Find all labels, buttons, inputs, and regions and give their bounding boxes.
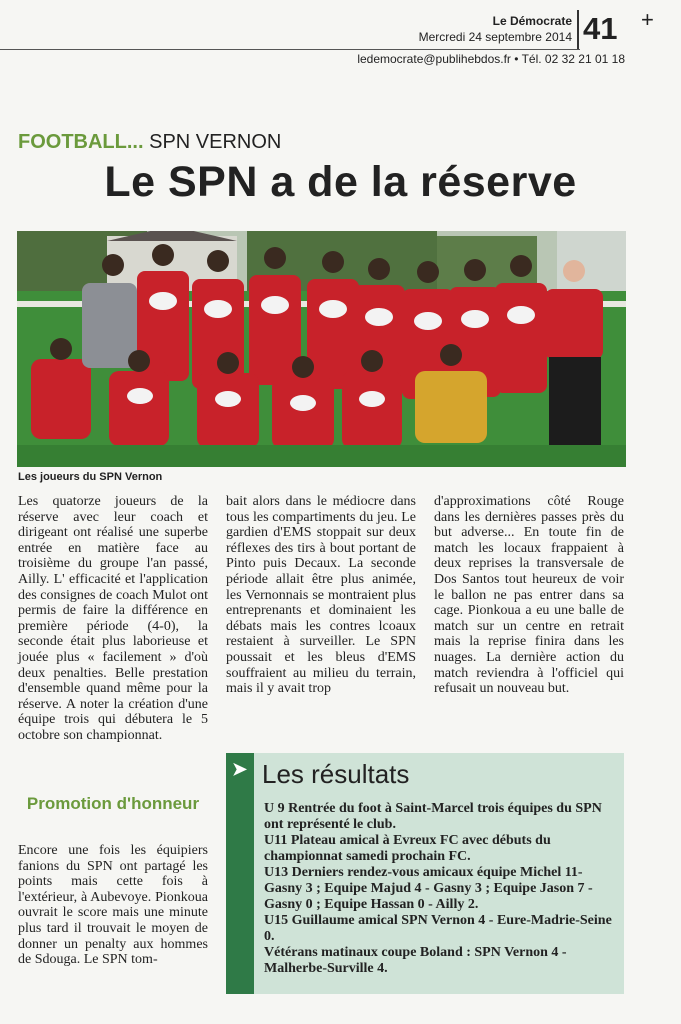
plus-mark: + (641, 7, 654, 32)
photo-caption: Les joueurs du SPN Vernon (18, 471, 163, 483)
arrow-right-icon: ➤ (232, 759, 248, 779)
article-column-1b: Encore une fois les équipiers fanions du SPN ont partagé les points mais cette fois à l'extérieur, à Aubevoye. Pionkoua ouvrait le score mais une minute plus tard il trouvait le moyen de donner un penalty aux hommes de Sdouga. Le SPN tom- (18, 843, 208, 968)
result-item: U 9 Rentrée du foot à Saint-Marcel trois équipes du SPN ont représenté le club. (264, 801, 602, 832)
contact-line: ledemocrate@publihebdos.fr • Tél. 02 32 21 01 18 (357, 52, 625, 66)
kicker-sport: FOOTBALL... (18, 131, 144, 153)
section-heading: Promotion d'honneur (26, 794, 200, 813)
header-separator (577, 10, 579, 50)
article-title: Le SPN a de la réserve (104, 158, 577, 206)
article-kicker (18, 131, 281, 154)
article-column-1: Les quatorze joueurs de la réserve avec leur coach et dirigeant ont réalisé une superbe entrée en matière face au troisième du groupe l'an passé, Ailly. L' efficacité et l'application des consignes de coach Mulot ont permis de faire la différence en première période (4-0), la seconde était plus laborieuse et jouée plus « facilement » d'où deux penalties. Belle prestation d'ensemble quand même pour la réserve. A noter la création d'une équipe trois qui débutera le 5 octobre son championnat. (18, 494, 208, 743)
article-column-3: d'approximations côté Rouge dans les dernières passes près du but adverse... En toute fin de match les locaux frappaient à deux reprises la transversale de Dos Santos tout heureux de voir le ballon ne pas entrer dans sa cage. Pionkoua a eu une balle de match sur un centre en retrait mais la reprise finira dans les nuages. La dernière action du match reviendra à l'officiel qui refusait un nouveau but. (434, 494, 624, 697)
results-accent-bar (226, 753, 254, 994)
kicker-team: SPN VERNON (149, 131, 282, 153)
result-item: U15 Guillaume amical SPN Vernon 4 - Eure-Madrie-Seine 0. (264, 913, 612, 944)
result-item: U11 Plateau amical à Evreux FC avec débuts du championnat samedi prochain FC. (264, 833, 551, 864)
issue-date: Mercredi 24 septembre 2014 (418, 30, 572, 44)
results-title: Les résultats (262, 759, 410, 789)
results-list (264, 801, 618, 977)
page-number: 41 (583, 11, 618, 46)
newspaper-name: Le Démocrate (492, 14, 572, 28)
team-photo (17, 231, 626, 467)
header-rule (0, 49, 580, 50)
article-column-2: bait alors dans le médiocre dans tous les compartiments du jeu. Le gardien d'EMS stoppait sur deux réflexes des tirs à bout portant de Pinto puis Decaux. La seconde période allait être plus animée, les Vernonnais se montraient plus entreprenants et dominaient les débats mais les contres lcoaux restaient à surveiller. Le SPN poussait et les bleus d'EMS souffraient au milieu du terrain, mais il y avait trop (226, 494, 416, 697)
result-item: Vétérans matinaux coupe Boland : SPN Vernon 4 - Malherbe-Surville 4. (264, 945, 567, 976)
result-item: U13 Derniers rendez-vous amicaux équipe Michel 11- Gasny 3 ; Equipe Majud 4 - Gasny 3 ; Equipe Jason 7 - Gasny 0 ; Equipe Hassan 0 - Ailly 2. (264, 865, 593, 912)
